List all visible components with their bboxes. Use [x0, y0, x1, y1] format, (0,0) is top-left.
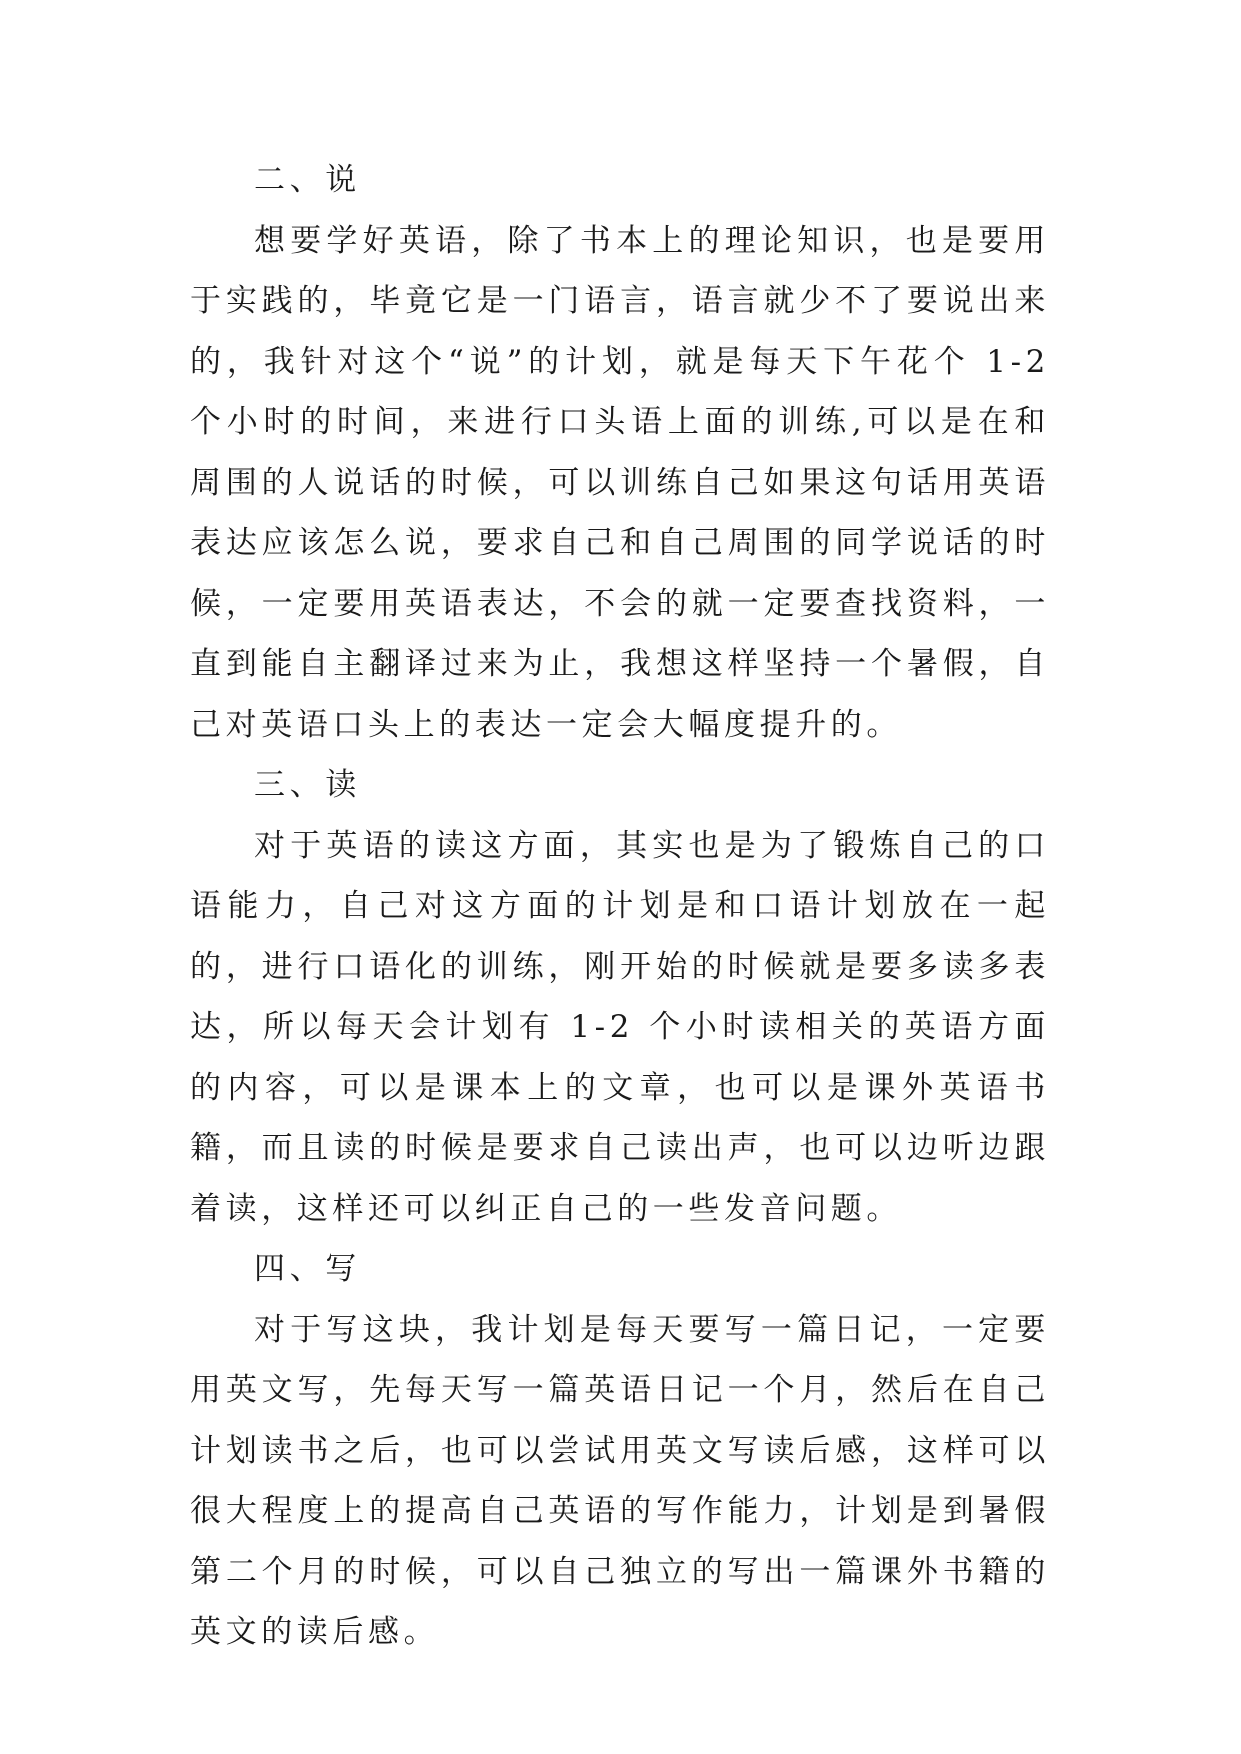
section-heading-writing: 四、写: [254, 1251, 361, 1287]
document-body: [190, 150, 1050, 1663]
section-paragraph-speaking: 想要学好英语，除了书本上的理论知识，也是要用于实践的，毕竟它是一门语言，语言就少不了要说出来的，我针对这个“说”的计划，就是每天下午花个 1-2 个小时的时间，来进行口头语上面的训练,可以是在和周围的人说话的时候，可以训练自己如果这句话用英语表达应该怎么说，要求自己和自己周围的同学说话的时候，一定要用英语表达，不会的就一定要查找资料，一直到能自主翻译过来为止，我想这样坚持一个暑假，自己对英语口头上的表达一定会大幅度提升的。: [190, 222, 1050, 743]
section-heading-reading: 三、读: [254, 767, 361, 803]
section-paragraph-reading: 对于英语的读这方面，其实也是为了锻炼自己的口语能力，自己对这方面的计划是和口语计划放在一起的，进行口语化的训练，刚开始的时候就是要多读多表达，所以每天会计划有 1-2 个小时读相关的英语方面的内容，可以是课本上的文章，也可以是课外英语书籍，而且读的时候是要求自己读出声，也可以边听边跟着读，这样还可以纠正自己的一些发音问题。: [190, 827, 1050, 1227]
section-paragraph-writing: 对于写这块，我计划是每天要写一篇日记，一定要用英文写，先每天写一篇英语日记一个月，然后在自己计划读书之后，也可以尝试用英文写读后感，这样可以很大程度上的提高自己英语的写作能力，计划是到暑假第二个月的时候，可以自己独立的写出一篇课外书籍的英文的读后感。: [190, 1311, 1050, 1650]
section-heading-speaking: 二、说: [254, 162, 361, 198]
